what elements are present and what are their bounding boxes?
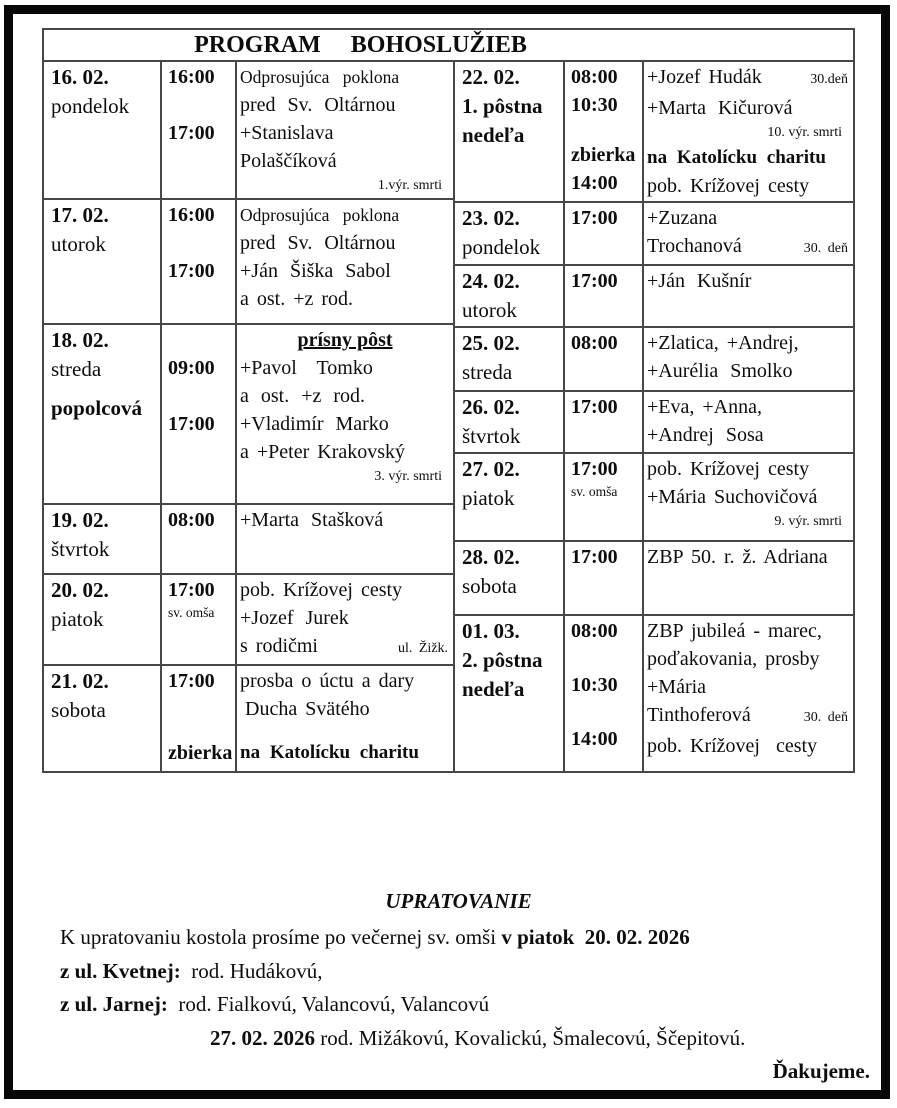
time-value: 09:00 bbox=[168, 357, 215, 379]
intention-line: +Mária Suchovičová bbox=[647, 486, 818, 508]
intention-cell bbox=[644, 616, 853, 771]
intention-line: pob. Krížovej cesty bbox=[240, 579, 403, 601]
sunday-text: nedeľa bbox=[462, 677, 525, 701]
spacer bbox=[571, 699, 639, 725]
anniversary-note: 3. výr. smrti bbox=[374, 469, 442, 484]
date-cell bbox=[455, 616, 565, 771]
intention-line: Odprosujúca poklona bbox=[240, 205, 400, 225]
intention-line: +Mária bbox=[647, 676, 707, 698]
weekday-text: streda bbox=[462, 360, 513, 384]
thanks-text: Ďakujeme. bbox=[772, 1059, 870, 1083]
spacer bbox=[168, 695, 232, 739]
date-text: 19. 02. bbox=[51, 508, 109, 532]
date-text: 20. 02. bbox=[51, 578, 109, 602]
date-cell bbox=[455, 266, 565, 328]
families-text: rod. Hudákovú, bbox=[180, 958, 323, 983]
intention-line: a +Peter Krakovský bbox=[240, 441, 406, 463]
weekday-text: piatok bbox=[51, 607, 104, 631]
sunday-text: nedeľa bbox=[462, 123, 525, 147]
date-cell bbox=[455, 62, 565, 203]
feast-text: popolcová bbox=[51, 396, 143, 420]
date-text: 18. 02. bbox=[51, 328, 109, 352]
row-26-02 bbox=[455, 392, 853, 454]
date-text: 25. 02. bbox=[462, 331, 520, 355]
intention-line: ZBP 50. r. ž. Adriana bbox=[647, 546, 828, 568]
time-value: 17:00 bbox=[571, 270, 618, 292]
collection-label: zbierka bbox=[168, 742, 233, 764]
spacer bbox=[51, 384, 157, 394]
intention-line: +Vladimír Marko bbox=[240, 413, 389, 435]
intention-cell bbox=[644, 266, 853, 328]
intention-line: +Marta Kičurová bbox=[647, 97, 793, 119]
date-cell bbox=[455, 542, 565, 616]
row-19-02 bbox=[44, 505, 455, 575]
intention-text: Trochanová bbox=[647, 235, 742, 257]
intention-cell bbox=[644, 454, 853, 542]
intention-cell bbox=[237, 325, 455, 505]
date-cell bbox=[44, 575, 162, 666]
date-text: 16. 02. bbox=[51, 65, 109, 89]
intention-line: poďakovania, prosby bbox=[647, 648, 820, 670]
fast-heading: prísny pôst bbox=[297, 329, 393, 351]
time-value: 17:00 bbox=[168, 670, 215, 692]
date-text: 21. 02. bbox=[51, 669, 109, 693]
bulletin-sheet bbox=[13, 14, 881, 1090]
spacer bbox=[240, 723, 450, 739]
date-cell bbox=[44, 325, 162, 505]
row-23-02 bbox=[455, 203, 853, 266]
weekday-text: sobota bbox=[462, 574, 517, 598]
intention-line: pred Sv. Oltárnou bbox=[240, 232, 396, 254]
date-cell bbox=[455, 203, 565, 266]
weekday-text: pondelok bbox=[462, 235, 541, 259]
time-value: 08:00 bbox=[571, 332, 618, 354]
weekday-text: utorok bbox=[51, 232, 106, 256]
intention-line bbox=[647, 63, 850, 94]
anniversary-note: 10. výr. smrti bbox=[767, 125, 842, 140]
date-cell bbox=[455, 454, 565, 542]
time-value: 17:00 bbox=[168, 413, 215, 435]
intention-line: +Jozef Jurek bbox=[240, 607, 349, 629]
date-text: 01. 03. bbox=[462, 619, 520, 643]
time-value: 17:00 bbox=[168, 260, 215, 282]
schedule-right-week bbox=[455, 62, 853, 771]
date-text: 28. 02. bbox=[462, 545, 520, 569]
row-22-02 bbox=[455, 62, 853, 203]
spacer bbox=[168, 326, 232, 354]
cleaning-text: K upratovaniu kostola prosíme po večernej sv. omši bbox=[60, 925, 502, 949]
cleaning-section bbox=[42, 888, 887, 1089]
time-cell bbox=[565, 328, 644, 392]
street-label: z ul. Kvetnej: bbox=[60, 958, 181, 983]
date-text: 24. 02. bbox=[462, 269, 520, 293]
time-cell bbox=[162, 62, 237, 200]
time-value: 17:00 bbox=[571, 207, 618, 229]
time-value: 17:00 bbox=[571, 546, 618, 568]
time-cell bbox=[565, 203, 644, 266]
sunday-text: 1. pôstna bbox=[462, 94, 543, 118]
intention-cell bbox=[237, 200, 455, 325]
time-value: 17:00 bbox=[571, 458, 618, 480]
time-value: 10:30 bbox=[571, 94, 618, 116]
time-value: 17:00 bbox=[168, 122, 215, 144]
intention-line: +Zuzana bbox=[647, 207, 718, 229]
page-frame bbox=[4, 5, 890, 1099]
time-cell bbox=[565, 454, 644, 542]
intention-cell bbox=[644, 62, 853, 203]
intention-line: +Ján Kušnír bbox=[647, 270, 752, 292]
row-28-02 bbox=[455, 542, 853, 616]
intention-line: +Marta Stašková bbox=[240, 509, 384, 531]
cleaning-line bbox=[60, 1022, 887, 1056]
intention-line: Odprosujúca poklona bbox=[240, 67, 400, 87]
date-text: 17. 02. bbox=[51, 203, 109, 227]
day-note: 30.deň bbox=[810, 72, 848, 87]
date-text: 27. 02. bbox=[462, 457, 520, 481]
charity-line: na Katolícku charitu bbox=[647, 147, 826, 168]
spacer bbox=[168, 382, 232, 410]
spacer bbox=[571, 645, 639, 671]
intention-line bbox=[647, 232, 850, 263]
time-cell bbox=[162, 575, 237, 666]
cleaning-line bbox=[60, 921, 887, 955]
schedule-body bbox=[44, 62, 853, 771]
cleaning-title: UPRATOVANIE bbox=[385, 889, 532, 913]
intention-line: +Stanislava bbox=[240, 122, 334, 144]
street-note: ul. Žižk. bbox=[397, 641, 448, 656]
row-25-02 bbox=[455, 328, 853, 392]
time-cell bbox=[162, 325, 237, 505]
intention-text: Tinthoferová bbox=[647, 704, 751, 726]
intention-text: s rodičmi bbox=[240, 635, 318, 657]
time-cell bbox=[162, 666, 237, 771]
date-cell bbox=[44, 200, 162, 325]
row-18-02 bbox=[44, 325, 455, 505]
row-16-02 bbox=[44, 62, 455, 200]
row-24-02 bbox=[455, 266, 853, 328]
intention-cell bbox=[644, 203, 853, 266]
intention-line: +Aurélia Smolko bbox=[647, 360, 793, 382]
intention-line: Polaščíková bbox=[240, 150, 337, 172]
time-cell bbox=[565, 62, 644, 203]
row-01-03 bbox=[455, 616, 853, 771]
weekday-text: štvrtok bbox=[462, 424, 521, 448]
intention-line: +Zlatica, +Andrej, bbox=[647, 332, 799, 354]
cleaning-line bbox=[60, 988, 887, 1022]
collection-label: zbierka bbox=[571, 144, 636, 166]
time-value: 14:00 bbox=[571, 172, 618, 194]
row-20-02 bbox=[44, 575, 455, 666]
intention-cell bbox=[237, 666, 455, 771]
time-cell bbox=[565, 542, 644, 616]
intention-line: a ost. +z rod. bbox=[240, 288, 354, 310]
weekday-text: piatok bbox=[462, 486, 515, 510]
intention-line: pob. Krížovej cesty bbox=[647, 458, 810, 480]
intention-cell bbox=[237, 575, 455, 666]
intention-line: Ducha Svätého bbox=[245, 698, 370, 720]
time-value: 08:00 bbox=[168, 509, 215, 531]
schedule-title: PROGRAM BOHOSLUŽIEB bbox=[44, 30, 853, 62]
time-value: 16:00 bbox=[168, 204, 215, 226]
date-cell bbox=[44, 62, 162, 200]
spacer bbox=[168, 229, 232, 257]
time-value: 08:00 bbox=[571, 620, 618, 642]
weekday-text: streda bbox=[51, 357, 102, 381]
time-cell bbox=[565, 266, 644, 328]
time-value: 16:00 bbox=[168, 66, 215, 88]
sunday-text: 2. pôstna bbox=[462, 648, 543, 672]
intention-line: a ost. +z rod. bbox=[240, 385, 366, 407]
weekday-text: pondelok bbox=[51, 94, 130, 118]
intention-line: +Ján Šiška Sabol bbox=[240, 260, 391, 282]
anniversary-note: 9. výr. smrti bbox=[774, 514, 842, 529]
date-text: 22. 02. bbox=[462, 65, 520, 89]
intention-cell bbox=[237, 505, 455, 575]
row-27-02 bbox=[455, 454, 853, 542]
anniversary-note: 1.výr. smrti bbox=[377, 178, 442, 193]
date-cell bbox=[455, 392, 565, 454]
time-value: 14:00 bbox=[571, 728, 618, 750]
intention-line: +Andrej Sosa bbox=[647, 424, 764, 446]
intention-line: pob. Krížovej cesty bbox=[647, 175, 810, 197]
date-cell bbox=[44, 505, 162, 575]
intention-text: +Jozef Hudák bbox=[647, 66, 762, 88]
time-cell bbox=[565, 392, 644, 454]
cleaning-date: v piatok 20. 02. 2026 bbox=[501, 925, 690, 949]
spacer bbox=[168, 91, 232, 119]
row-21-02 bbox=[44, 666, 455, 771]
day-note: 30. deň bbox=[803, 710, 848, 725]
intention-cell bbox=[644, 392, 853, 454]
time-value: 08:00 bbox=[571, 66, 618, 88]
time-cell bbox=[162, 200, 237, 325]
families-text: rod. Mižákovú, Kovalickú, Šmalecovú, Ščepitovú. bbox=[315, 1025, 746, 1050]
date-text: 26. 02. bbox=[462, 395, 520, 419]
street-label: z ul. Jarnej: bbox=[60, 992, 168, 1016]
intention-line: ZBP jubileá - marec, bbox=[647, 620, 822, 642]
time-value: 17:00 bbox=[571, 396, 618, 418]
time-value: 17:00 bbox=[168, 579, 215, 601]
intention-cell bbox=[644, 328, 853, 392]
mass-note: sv. omša bbox=[168, 605, 215, 620]
intention-line: +Eva, +Anna, bbox=[647, 396, 762, 418]
time-cell bbox=[162, 505, 237, 575]
cleaning-date: 27. 02. 2026 bbox=[210, 1025, 315, 1050]
spacer bbox=[571, 119, 639, 141]
schedule-left-week bbox=[44, 62, 455, 771]
families-text: rod. Fialkovú, Valancovú, Valancovú bbox=[167, 992, 490, 1016]
date-text: 23. 02. bbox=[462, 206, 520, 230]
charity-line: na Katolícku charitu bbox=[240, 742, 419, 763]
cleaning-line bbox=[60, 955, 887, 989]
time-value: 10:30 bbox=[571, 674, 618, 696]
intention-line bbox=[647, 701, 850, 732]
weekday-text: utorok bbox=[462, 298, 517, 322]
intention-line: pob. Krížovej cesty bbox=[647, 735, 818, 757]
date-cell bbox=[44, 666, 162, 771]
intention-cell bbox=[644, 542, 853, 616]
intention-cell bbox=[237, 62, 455, 200]
intention-line bbox=[240, 632, 450, 663]
schedule-table bbox=[42, 28, 855, 773]
row-17-02 bbox=[44, 200, 455, 325]
intention-line: pred Sv. Oltárnou bbox=[240, 94, 396, 116]
intention-line: prosba o úctu a dary bbox=[240, 670, 415, 692]
intention-line: +Pavol Tomko bbox=[240, 357, 373, 379]
mass-note: sv. omša bbox=[571, 484, 618, 499]
time-cell bbox=[565, 616, 644, 771]
weekday-text: štvrtok bbox=[51, 537, 110, 561]
weekday-text: sobota bbox=[51, 698, 106, 722]
day-note: 30. deň bbox=[803, 241, 848, 256]
date-cell bbox=[455, 328, 565, 392]
